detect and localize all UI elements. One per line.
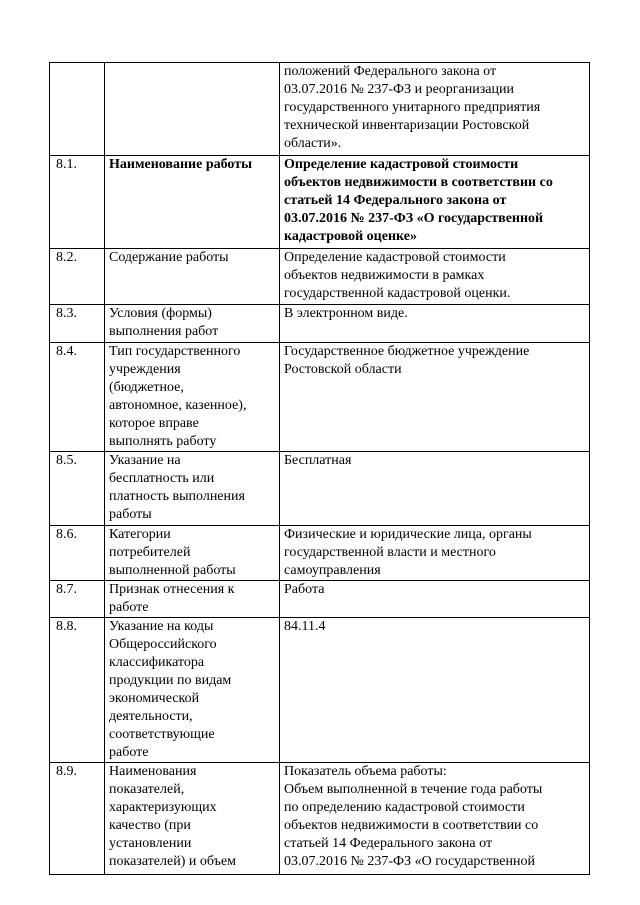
row-value: Работа [280, 581, 590, 618]
row-name: Содержание работы [105, 249, 280, 305]
table-row [50, 581, 590, 618]
row-number: 8.3. [50, 305, 105, 343]
row-name: Указание на бесплатность или платность выполнения работы [105, 452, 280, 526]
table-row [50, 618, 590, 763]
row-value: положений Федерального закона от 03.07.2016 № 237-ФЗ и реорганизации государственного унитарного предприятия технической инвентаризации Ростовской области». [280, 63, 590, 156]
row-value: Определение кадастровой стоимости объектов недвижимости в соответствии со статьей 14 Федерального закона от 03.07.2016 № 237-ФЗ «О государственной кадастровой оценке» [280, 156, 590, 249]
row-value: В электронном виде. [280, 305, 590, 343]
table-row [50, 763, 590, 875]
row-name: Тип государственного учреждения (бюджетное, автономное, казенное), которое вправе выполнять работу [105, 343, 280, 452]
table-row [50, 156, 590, 249]
row-number: 8.7. [50, 581, 105, 618]
row-value: Показатель объема работы: Объем выполненной в течение года работы по определению кадастровой стоимости объектов недвижимости в соответствии со статьей 14 Федерального закона от 03.07.2016 № 237-ФЗ «О государственной [280, 763, 590, 875]
row-value: 84.11.4 [280, 618, 590, 763]
table-row [50, 452, 590, 526]
row-number: 8.6. [50, 526, 105, 581]
row-name: Наименование работы [105, 156, 280, 249]
row-number: 8.2. [50, 249, 105, 305]
row-number: 8.4. [50, 343, 105, 452]
row-number: 8.8. [50, 618, 105, 763]
row-name: Категории потребителей выполненной работы [105, 526, 280, 581]
table-row [50, 249, 590, 305]
table-row [50, 343, 590, 452]
row-name: Наименования показателей, характеризующих качество (при установлении показателей) и объем [105, 763, 280, 875]
row-value: Государственное бюджетное учреждение Ростовской области [280, 343, 590, 452]
row-value: Бесплатная [280, 452, 590, 526]
row-number: 8.9. [50, 763, 105, 875]
row-value: Физические и юридические лица, органы государственной власти и местного самоуправления [280, 526, 590, 581]
row-number: 8.1. [50, 156, 105, 249]
table-row [50, 526, 590, 581]
row-name: Признак отнесения к работе [105, 581, 280, 618]
document-table [49, 62, 590, 875]
row-name: Указание на коды Общероссийского классификатора продукции по видам экономической деятельности, соответствующие работе [105, 618, 280, 763]
row-name [105, 63, 280, 156]
row-number [50, 63, 105, 156]
table-row [50, 63, 590, 156]
row-name: Условия (формы) выполнения работ [105, 305, 280, 343]
row-value: Определение кадастровой стоимости объектов недвижимости в рамках государственной кадастровой оценки. [280, 249, 590, 305]
row-number: 8.5. [50, 452, 105, 526]
table-row [50, 305, 590, 343]
